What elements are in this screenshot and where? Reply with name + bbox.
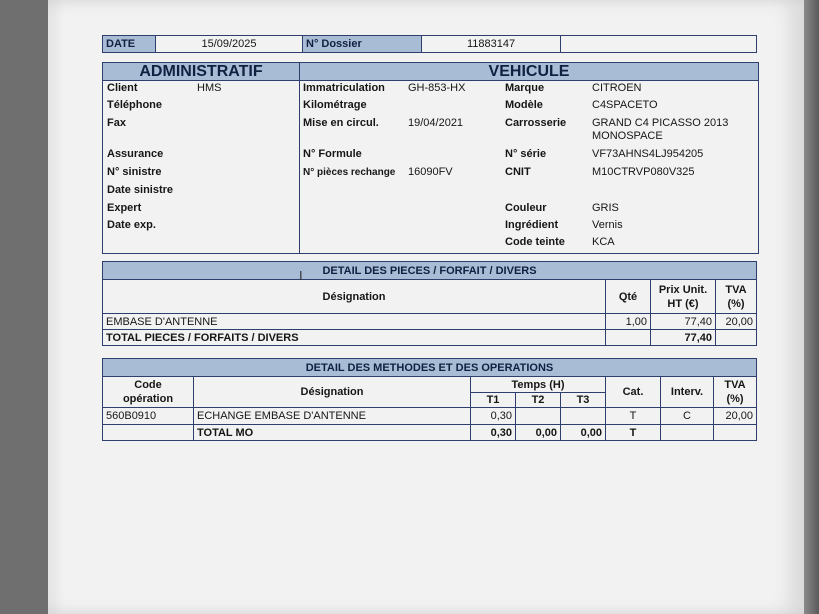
header-table (102, 35, 757, 53)
date-label: DATE (103, 36, 156, 53)
ops-title: DETAIL DES METHODES ET DES OPERATIONS (103, 359, 757, 377)
parts-title: DETAIL DES PIECES / FORFAIT / DIVERS (103, 262, 757, 280)
parts-total-qty (606, 330, 651, 346)
ingredient-label: Ingrédient (505, 219, 559, 231)
ops-total-t3: 0,00 (561, 425, 606, 441)
admin-header: ADMINISTRATIF (103, 63, 299, 81)
couleur-value: GRIS (592, 202, 619, 214)
parts-col-tva-line1: TVA (725, 283, 747, 296)
text-cursor-icon: I (299, 268, 303, 283)
formule-label: N° Formule (303, 148, 362, 160)
ops-total-cat: T (606, 425, 661, 441)
ops-row-t2 (516, 408, 561, 425)
table-row (103, 314, 757, 330)
parts-col-tva-line2: (%) (727, 297, 745, 310)
km-label: Kilométrage (303, 99, 367, 111)
dossier-value: 11883147 (422, 36, 561, 53)
date-sinistre-label: Date sinistre (107, 184, 174, 196)
ops-col-t3: T3 (561, 393, 606, 408)
parts-total-row (103, 330, 757, 346)
ops-total-tva (714, 425, 757, 441)
ops-total-t2: 0,00 (516, 425, 561, 441)
ops-row-designation: ECHANGE EMBASE D'ANTENNE (194, 408, 471, 425)
immat-label: Immatriculation (303, 82, 385, 94)
ops-col-code (103, 377, 194, 408)
ops-col-cat: Cat. (606, 377, 661, 408)
ops-col-code-line2: opération (122, 393, 174, 405)
marque-value: CITROEN (592, 82, 642, 94)
ingredient-value: Vernis (592, 219, 623, 231)
parts-col-price-line2: HT (€) (667, 297, 699, 310)
mise-value: 19/04/2021 (408, 117, 464, 129)
ops-total-interv (661, 425, 714, 441)
carrosserie-value-1: GRAND C4 PICASSO 2013 (592, 117, 729, 129)
parts-total-value: 77,40 (651, 330, 716, 346)
modele-value: C4SPACETO (592, 99, 658, 111)
ops-row-tva: 20,00 (714, 408, 757, 425)
parts-col-price-line1: Prix Unit. (658, 283, 708, 296)
ops-row-t3 (561, 408, 606, 425)
pieces-value: 16090FV (408, 166, 453, 178)
parts-row-price: 77,40 (651, 314, 716, 330)
ops-col-t2: T2 (516, 393, 561, 408)
immat-value: GH-853-HX (408, 82, 466, 94)
date-value: 15/09/2025 (156, 36, 303, 53)
couleur-label: Couleur (505, 202, 547, 214)
telephone-label: Téléphone (107, 99, 163, 111)
serie-label: N° série (505, 148, 547, 160)
ops-col-code-line1: Code (134, 379, 162, 391)
carrosserie-value-2: MONOSPACE (592, 130, 663, 142)
parts-row-designation: EMBASE D'ANTENNE (103, 314, 606, 330)
column-divider (299, 63, 300, 253)
info-block (102, 62, 759, 254)
expert-label: Expert (107, 202, 142, 214)
serie-value: VF73AHNS4LJ954205 (592, 148, 704, 160)
sinistre-label: N° sinistre (107, 166, 162, 178)
ops-total-t1: 0,30 (471, 425, 516, 441)
teinte-value: KCA (592, 236, 615, 248)
pieces-label: N° pièces rechange (303, 167, 396, 178)
table-row (103, 408, 757, 425)
page-edge-shadow (804, 0, 819, 614)
assurance-label: Assurance (107, 148, 164, 160)
ops-row-cat: T (606, 408, 661, 425)
date-exp-label: Date exp. (107, 219, 156, 231)
marque-label: Marque (505, 82, 545, 94)
modele-label: Modèle (505, 99, 543, 111)
fax-label: Fax (107, 117, 126, 129)
ops-row-interv: C (661, 408, 714, 425)
ops-total-code (103, 425, 194, 441)
client-value: HMS (197, 82, 222, 94)
parts-row-tva: 20,00 (716, 314, 757, 330)
ops-total-label: TOTAL MO (194, 425, 471, 441)
empty-cell (561, 36, 757, 53)
mise-label: Mise en circul. (303, 117, 379, 129)
parts-table (102, 261, 757, 346)
parts-col-designation: Désignation (103, 280, 606, 314)
ops-col-designation: Désignation (194, 377, 471, 408)
parts-total-tva (716, 330, 757, 346)
parts-col-qty: Qté (606, 280, 651, 314)
parts-total-label: TOTAL PIECES / FORFAITS / DIVERS (103, 330, 606, 346)
client-label: Client (107, 82, 138, 94)
ops-col-interv: Interv. (661, 377, 714, 408)
teinte-label: Code teinte (505, 236, 565, 248)
cnit-label: CNIT (505, 166, 531, 178)
ops-row-t1: 0,30 (471, 408, 516, 425)
ops-col-temps: Temps (H) (471, 377, 606, 393)
parts-row-qty: 1,00 (606, 314, 651, 330)
cnit-value: M10CTRVP080V325 (592, 166, 695, 178)
vehicle-header: VEHICULE (300, 63, 758, 81)
ops-col-tva-line2: (%) (726, 393, 744, 405)
ops-col-tva (714, 377, 757, 408)
operations-table (102, 358, 757, 441)
parts-col-tva (716, 280, 757, 314)
parts-col-price (651, 280, 716, 314)
ops-row-code: 560B0910 (103, 408, 194, 425)
ops-col-tva-line1: TVA (724, 379, 746, 391)
ops-total-row (103, 425, 757, 441)
carrosserie-label: Carrosserie (505, 117, 567, 129)
dossier-label: N° Dossier (303, 36, 422, 53)
ops-col-t1: T1 (471, 393, 516, 408)
